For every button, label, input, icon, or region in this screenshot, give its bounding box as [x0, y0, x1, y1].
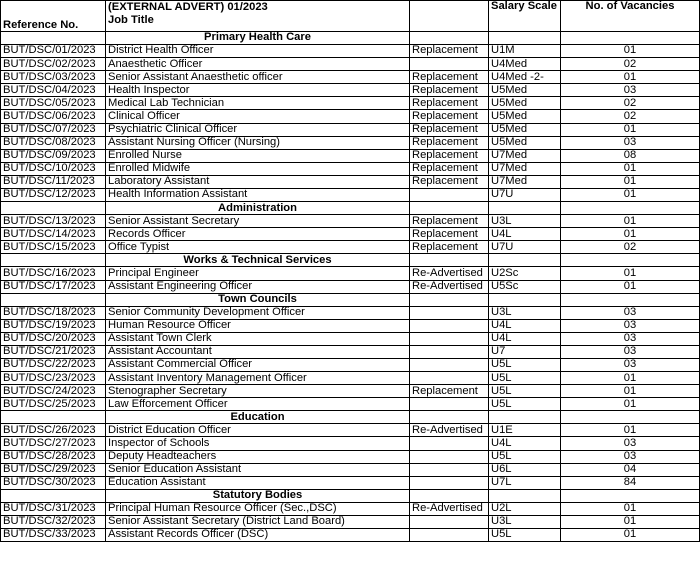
salary-scale-cell: U5Med [489, 97, 561, 110]
section-header-row [1, 32, 700, 45]
salary-scale-cell: U4Med [489, 58, 561, 71]
vacancies-cell: 01 [561, 189, 700, 202]
salary-scale-cell: U2L [489, 502, 561, 515]
job-title-cell: Records Officer [106, 228, 410, 241]
table-row [1, 345, 700, 358]
header-job-title-cell [106, 1, 410, 32]
salary-scale-cell: U6L [489, 463, 561, 476]
section-header-row [1, 254, 700, 267]
vacancy-type-cell: Replacement [410, 110, 489, 123]
section-spacer [561, 489, 700, 502]
section-spacer [489, 293, 561, 306]
vacancies-cell: 01 [561, 372, 700, 385]
section-spacer [561, 254, 700, 267]
vacancies-cell: 01 [561, 215, 700, 228]
salary-scale-cell: U5Med [489, 123, 561, 136]
salary-scale-cell: U3L [489, 215, 561, 228]
vacancies-cell: 01 [561, 71, 700, 84]
vacancy-type-cell [410, 437, 489, 450]
salary-scale-cell: U3L [489, 306, 561, 319]
vacancy-type-cell: Replacement [410, 123, 489, 136]
vacancies-cell: 01 [561, 175, 700, 188]
salary-scale-cell: U5L [489, 450, 561, 463]
vacancy-type-cell: Replacement [410, 71, 489, 84]
vacancy-type-cell [410, 529, 489, 542]
header-reference-no: Reference No. [1, 1, 106, 32]
vacancy-type-cell [410, 189, 489, 202]
section-header-row [1, 202, 700, 215]
vacancies-cell: 02 [561, 110, 700, 123]
table-row [1, 241, 700, 254]
job-title-cell: Principal Human Resource Officer (Sec.,DSC) [106, 502, 410, 515]
vacancies-cell: 03 [561, 450, 700, 463]
job-title-cell: Psychiatric Clinical Officer [106, 123, 410, 136]
vacancies-cell: 01 [561, 502, 700, 515]
salary-scale-cell: U4Med -2- [489, 71, 561, 84]
table-row [1, 58, 700, 71]
section-spacer [489, 32, 561, 45]
table-row [1, 215, 700, 228]
salary-scale-cell: U7U [489, 189, 561, 202]
table-row [1, 110, 700, 123]
vacancies-cell: 03 [561, 358, 700, 371]
table-row [1, 529, 700, 542]
table-row [1, 319, 700, 332]
vacancies-cell: 01 [561, 162, 700, 175]
reference-no-cell: BUT/DSC/19/2023 [1, 319, 106, 332]
job-title-cell: Health Inspector [106, 84, 410, 97]
salary-scale-cell: U7Med [489, 162, 561, 175]
reference-no-cell: BUT/DSC/30/2023 [1, 476, 106, 489]
vacancies-cell: 01 [561, 398, 700, 411]
job-title-cell: Stenographer Secretary [106, 385, 410, 398]
advert-title: (EXTERNAL ADVERT) 01/2023 [108, 1, 268, 13]
section-spacer [1, 254, 106, 267]
salary-scale-cell: U7L [489, 476, 561, 489]
vacancy-type-cell [410, 345, 489, 358]
reference-no-cell: BUT/DSC/33/2023 [1, 529, 106, 542]
job-title-cell: Assistant Records Officer (DSC) [106, 529, 410, 542]
section-spacer [489, 411, 561, 424]
reference-no-cell: BUT/DSC/01/2023 [1, 45, 106, 58]
job-title-cell: Health Information Assistant [106, 189, 410, 202]
vacancy-type-cell [410, 332, 489, 345]
table-row [1, 358, 700, 371]
table-row [1, 267, 700, 280]
table-row [1, 162, 700, 175]
table-row [1, 437, 700, 450]
table-row [1, 424, 700, 437]
table-row [1, 136, 700, 149]
salary-scale-cell: U7Med [489, 149, 561, 162]
vacancy-type-cell: Re-Advertised [410, 267, 489, 280]
vacancy-type-cell: Replacement [410, 136, 489, 149]
reference-no-cell: BUT/DSC/13/2023 [1, 215, 106, 228]
job-title-cell: Inspector of Schools [106, 437, 410, 450]
reference-no-cell: BUT/DSC/06/2023 [1, 110, 106, 123]
reference-no-cell: BUT/DSC/08/2023 [1, 136, 106, 149]
table-row [1, 189, 700, 202]
salary-scale-cell: U4L [489, 319, 561, 332]
salary-scale-cell: U7 [489, 345, 561, 358]
section-spacer [410, 489, 489, 502]
salary-scale-cell: U7Med [489, 175, 561, 188]
reference-no-cell: BUT/DSC/04/2023 [1, 84, 106, 97]
vacancies-cell: 01 [561, 267, 700, 280]
job-title-cell: Principal Engineer [106, 267, 410, 280]
vacancy-type-cell [410, 319, 489, 332]
section-spacer [561, 293, 700, 306]
table-row [1, 332, 700, 345]
vacancy-type-cell [410, 515, 489, 528]
reference-no-cell: BUT/DSC/32/2023 [1, 515, 106, 528]
salary-scale-cell: U4L [489, 332, 561, 345]
section-spacer [489, 489, 561, 502]
job-title-cell: Education Assistant [106, 476, 410, 489]
vacancy-type-cell: Replacement [410, 84, 489, 97]
salary-scale-cell: U5Med [489, 110, 561, 123]
vacancies-cell: 04 [561, 463, 700, 476]
vacancy-type-cell [410, 450, 489, 463]
section-title: Statutory Bodies [106, 489, 410, 502]
reference-no-cell: BUT/DSC/17/2023 [1, 280, 106, 293]
reference-no-cell: BUT/DSC/22/2023 [1, 358, 106, 371]
vacancies-cell: 01 [561, 123, 700, 136]
section-title: Administration [106, 202, 410, 215]
salary-scale-cell: U5L [489, 398, 561, 411]
job-title-cell: Laboratory Assistant [106, 175, 410, 188]
reference-no-cell: BUT/DSC/03/2023 [1, 71, 106, 84]
vacancies-cell: 01 [561, 515, 700, 528]
reference-no-cell: BUT/DSC/11/2023 [1, 175, 106, 188]
table-header-row [1, 1, 700, 32]
table-row [1, 123, 700, 136]
section-spacer [410, 32, 489, 45]
table-row [1, 463, 700, 476]
vacancies-cell: 03 [561, 84, 700, 97]
vacancy-type-cell: Replacement [410, 175, 489, 188]
vacancy-type-cell: Replacement [410, 228, 489, 241]
vacancies-cell: 02 [561, 58, 700, 71]
section-spacer [489, 202, 561, 215]
table-row [1, 306, 700, 319]
reference-no-cell: BUT/DSC/24/2023 [1, 385, 106, 398]
reference-no-cell: BUT/DSC/21/2023 [1, 345, 106, 358]
table-row [1, 97, 700, 110]
salary-scale-cell: U5Med [489, 84, 561, 97]
vacancies-cell: 03 [561, 345, 700, 358]
salary-scale-cell: U7U [489, 241, 561, 254]
reference-no-cell: BUT/DSC/26/2023 [1, 424, 106, 437]
job-title-cell: Senior Assistant Secretary (District Land Board) [106, 515, 410, 528]
reference-no-cell: BUT/DSC/18/2023 [1, 306, 106, 319]
vacancies-cell: 03 [561, 306, 700, 319]
salary-scale-cell: U4L [489, 228, 561, 241]
table-row [1, 398, 700, 411]
section-title: Education [106, 411, 410, 424]
job-title-cell: Assistant Nursing Officer (Nursing) [106, 136, 410, 149]
salary-scale-cell: U5Med [489, 136, 561, 149]
vacancies-cell: 84 [561, 476, 700, 489]
reference-no-cell: BUT/DSC/05/2023 [1, 97, 106, 110]
job-title-cell: Assistant Commercial Officer [106, 358, 410, 371]
job-title-cell: Enrolled Midwife [106, 162, 410, 175]
section-spacer [561, 202, 700, 215]
vacancies-cell: 08 [561, 149, 700, 162]
salary-scale-cell: U1M [489, 45, 561, 58]
job-title-cell: Medical Lab Technician [106, 97, 410, 110]
vacancies-cell: 03 [561, 319, 700, 332]
vacancy-type-cell: Re-Advertised [410, 424, 489, 437]
section-title: Town Councils [106, 293, 410, 306]
section-spacer [1, 411, 106, 424]
job-title-cell: Deputy Headteachers [106, 450, 410, 463]
vacancy-type-cell: Replacement [410, 385, 489, 398]
table-row [1, 84, 700, 97]
section-spacer [1, 202, 106, 215]
salary-scale-cell: U4L [489, 437, 561, 450]
vacancy-type-cell: Replacement [410, 149, 489, 162]
salary-scale-cell: U1E [489, 424, 561, 437]
section-title: Works & Technical Services [106, 254, 410, 267]
section-spacer [561, 32, 700, 45]
table-row [1, 476, 700, 489]
table-row [1, 372, 700, 385]
vacancy-type-cell: Replacement [410, 215, 489, 228]
vacancy-type-cell [410, 463, 489, 476]
salary-scale-cell: U5L [489, 529, 561, 542]
table-row [1, 515, 700, 528]
section-header-row [1, 293, 700, 306]
vacancy-type-cell [410, 58, 489, 71]
vacancies-cell: 01 [561, 424, 700, 437]
job-title-cell: Senior Assistant Anaesthetic officer [106, 71, 410, 84]
table-row [1, 502, 700, 515]
reference-no-cell: BUT/DSC/15/2023 [1, 241, 106, 254]
reference-no-cell: BUT/DSC/07/2023 [1, 123, 106, 136]
reference-no-cell: BUT/DSC/20/2023 [1, 332, 106, 345]
header-job-title: Job Title [108, 14, 154, 26]
section-spacer [410, 202, 489, 215]
section-spacer [410, 293, 489, 306]
header-vacancies: No. of Vacancies [561, 1, 700, 32]
job-title-cell: Assistant Accountant [106, 345, 410, 358]
vacancy-type-cell [410, 398, 489, 411]
job-title-cell: Clinical Officer [106, 110, 410, 123]
section-spacer [561, 411, 700, 424]
vacancy-type-cell: Replacement [410, 45, 489, 58]
job-title-cell: Human Resource Officer [106, 319, 410, 332]
table-row [1, 149, 700, 162]
job-title-cell: Anaesthetic Officer [106, 58, 410, 71]
vacancies-cell: 02 [561, 97, 700, 110]
reference-no-cell: BUT/DSC/27/2023 [1, 437, 106, 450]
job-title-cell: Senior Education Assistant [106, 463, 410, 476]
reference-no-cell: BUT/DSC/14/2023 [1, 228, 106, 241]
header-salary-scale: Salary Scale [489, 1, 561, 32]
header-type [410, 1, 489, 32]
reference-no-cell: BUT/DSC/23/2023 [1, 372, 106, 385]
job-title-cell: Assistant Engineering Officer [106, 280, 410, 293]
table-row [1, 280, 700, 293]
reference-no-cell: BUT/DSC/29/2023 [1, 463, 106, 476]
table-row [1, 228, 700, 241]
section-header-row [1, 411, 700, 424]
salary-scale-cell: U3L [489, 515, 561, 528]
job-title-cell: Senior Assistant Secretary [106, 215, 410, 228]
table-row [1, 175, 700, 188]
reference-no-cell: BUT/DSC/25/2023 [1, 398, 106, 411]
vacancies-cell: 03 [561, 332, 700, 345]
job-title-cell: Assistant Inventory Management Officer [106, 372, 410, 385]
vacancies-cell: 01 [561, 529, 700, 542]
job-title-cell: District Health Officer [106, 45, 410, 58]
vacancies-cell: 01 [561, 45, 700, 58]
section-spacer [410, 411, 489, 424]
job-title-cell: District Education Officer [106, 424, 410, 437]
section-spacer [1, 293, 106, 306]
reference-no-cell: BUT/DSC/12/2023 [1, 189, 106, 202]
vacancy-type-cell: Replacement [410, 241, 489, 254]
vacancy-type-cell [410, 306, 489, 319]
table-row [1, 71, 700, 84]
vacancy-type-cell: Re-Advertised [410, 280, 489, 293]
table-row [1, 385, 700, 398]
salary-scale-cell: U5L [489, 358, 561, 371]
vacancy-type-cell [410, 358, 489, 371]
vacancy-type-cell [410, 372, 489, 385]
table-row [1, 45, 700, 58]
section-spacer [489, 254, 561, 267]
salary-scale-cell: U2Sc [489, 267, 561, 280]
job-title-cell: Office Typist [106, 241, 410, 254]
job-title-cell: Law Efforcement Officer [106, 398, 410, 411]
reference-no-cell: BUT/DSC/09/2023 [1, 149, 106, 162]
reference-no-cell: BUT/DSC/10/2023 [1, 162, 106, 175]
section-spacer [410, 254, 489, 267]
section-spacer [1, 32, 106, 45]
salary-scale-cell: U5L [489, 385, 561, 398]
reference-no-cell: BUT/DSC/02/2023 [1, 58, 106, 71]
table-body [1, 32, 700, 542]
reference-no-cell: BUT/DSC/31/2023 [1, 502, 106, 515]
vacancies-cell: 01 [561, 385, 700, 398]
salary-scale-cell: U5L [489, 372, 561, 385]
vacancy-type-cell [410, 476, 489, 489]
salary-scale-cell: U5Sc [489, 280, 561, 293]
job-title-cell: Enrolled Nurse [106, 149, 410, 162]
section-title: Primary Health Care [106, 32, 410, 45]
vacancies-cell: 03 [561, 136, 700, 149]
vacancy-type-cell: Replacement [410, 97, 489, 110]
job-title-cell: Assistant Town Clerk [106, 332, 410, 345]
job-title-cell: Senior Community Development Officer [106, 306, 410, 319]
table-row [1, 450, 700, 463]
reference-no-cell: BUT/DSC/16/2023 [1, 267, 106, 280]
vacancy-type-cell: Re-Advertised [410, 502, 489, 515]
reference-no-cell: BUT/DSC/28/2023 [1, 450, 106, 463]
vacancy-type-cell: Replacement [410, 162, 489, 175]
vacancies-cell: 03 [561, 437, 700, 450]
section-header-row [1, 489, 700, 502]
section-spacer [1, 489, 106, 502]
vacancies-cell: 01 [561, 228, 700, 241]
vacancies-cell: 01 [561, 280, 700, 293]
vacancies-cell: 02 [561, 241, 700, 254]
